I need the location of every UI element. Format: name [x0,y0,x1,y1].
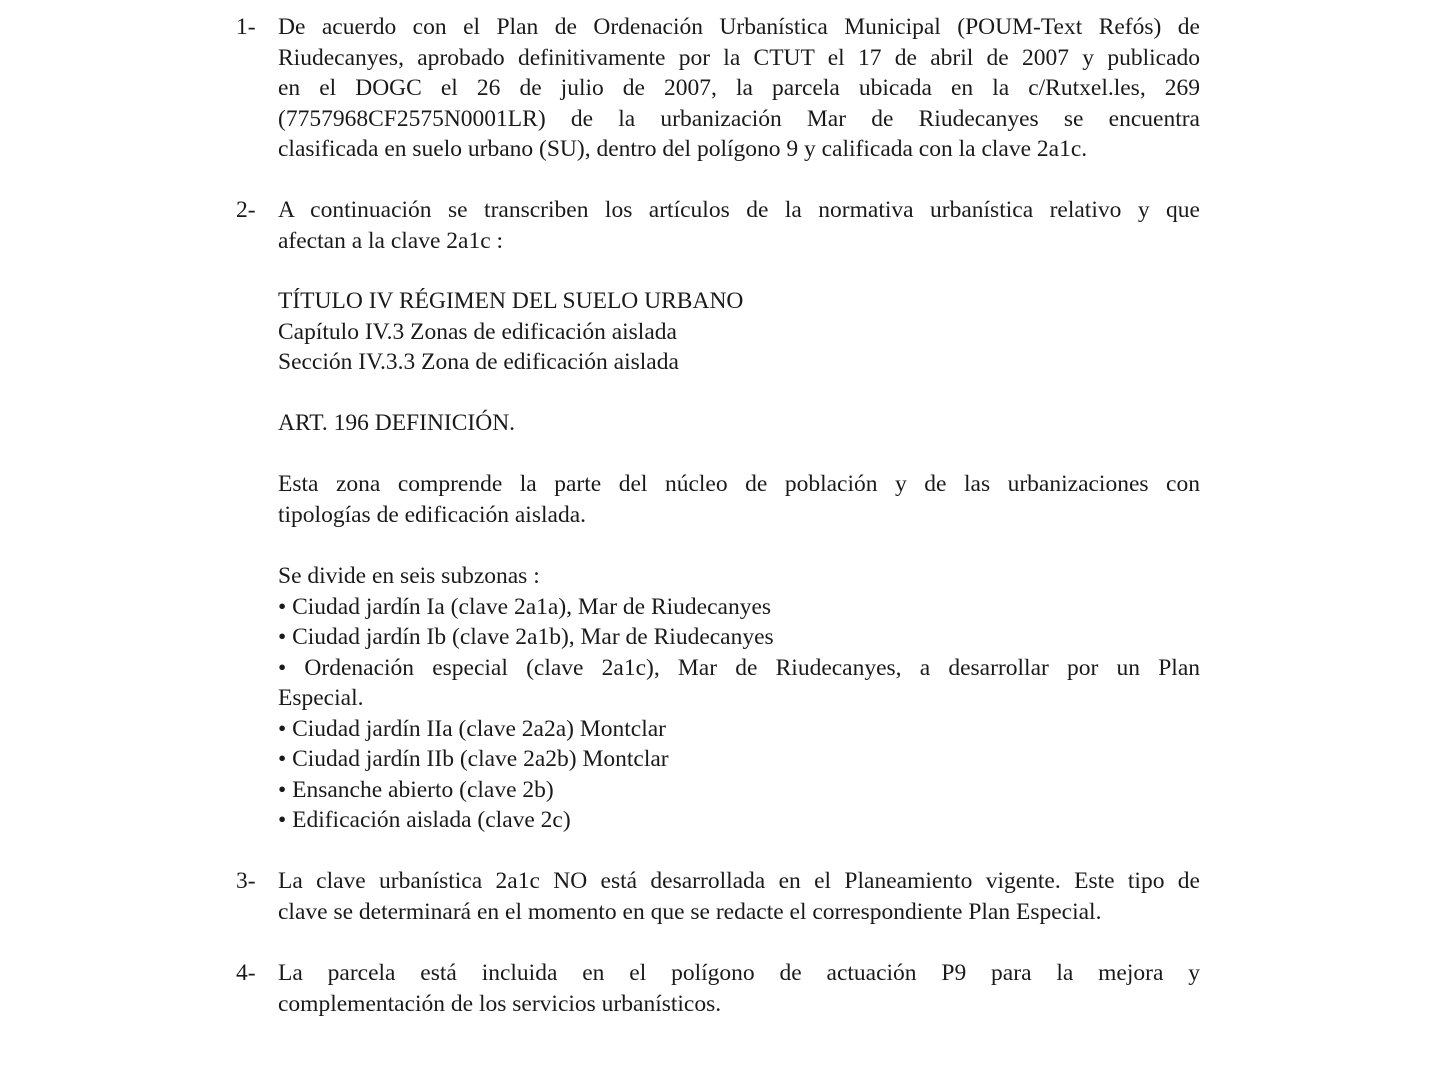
text-line: afectan a la clave 2a1c : [278,227,504,254]
text-line: tipologías de edificación aislada. [278,501,587,528]
text-line: Riudecanyes, aprobado definitivamente por la CTUT el 17 de abril de 2007 y publicado [278,44,1200,71]
article-title: ART. 196 DEFINICIÓN. [278,410,516,436]
list-item: • Ciudad jardín IIa (clave 2a2a) Montclar [278,715,666,742]
item-text [278,866,1200,927]
item-text [278,12,1200,165]
text-line: Esta zona comprende la parte del núcleo de población y de las urbanizaciones con [278,471,1200,497]
text-line: clave se determinará en el momento en que se redacte el correspondiente Plan Especial. [278,898,1102,925]
section-heading: Sección IV.3.3 Zona de edificación aislada [278,349,679,375]
text-line: en el DOGC el 26 de julio de 2007, la parcela ubicada en la c/Rutxel.les, 269 [278,75,1200,101]
item-number: 4- [236,960,256,986]
item-text [278,958,1200,1019]
item-number: 2- [236,197,256,223]
list-item: • Ciudad jardín Ia (clave 2a1a), Mar de Riudecanyes [278,593,772,620]
subzones-list [278,561,1200,836]
text-line: La clave urbanística 2a1c NO está desarrollada en el Planeamiento vigente. Este tipo de [278,868,1200,894]
text-line: La parcela está incluida en el polígono de actuación P9 para la mejora y [278,960,1200,986]
text-line: (7757968CF2575N0001LR) de la urbanización Mar de Riudecanyes se encuentra [278,105,1200,132]
item-number: 1- [236,14,256,40]
chapter-heading: Capítulo IV.3 Zonas de edificación aislada [278,318,677,345]
text-line: clasificada en suelo urbano (SU), dentro del polígono 9 y calificada con la clave 2a1c. [278,136,1088,162]
list-item: • Ciudad jardín IIb (clave 2a2b) Montclar [278,746,669,772]
item-text [278,195,1200,256]
list-item: • Ordenación especial (clave 2a1c), Mar de Riudecanyes, a desarrollar por un Plan [278,654,1200,681]
article-heading [278,408,1200,439]
list-item-continuation: Especial. [278,685,364,711]
title-heading: TÍTULO IV RÉGIMEN DEL SUELO URBANO [278,288,744,314]
subzones-intro: Se divide en seis subzonas : [278,563,540,589]
list-item: • Ensanche abierto (clave 2b) [278,776,554,803]
definition-paragraph [278,469,1200,530]
text-line: De acuerdo con el Plan de Ordenación Urbanística Municipal (POUM-Text Refós) de [278,14,1200,40]
text-line: complementación de los servicios urbanísticos. [278,990,722,1017]
item-number: 3- [236,868,256,894]
list-item: • Edificación aislada (clave 2c) [278,807,571,833]
text-line: A continuación se transcriben los artículos de la normativa urbanística relativo y que [278,197,1200,223]
section-headings [278,286,1200,378]
list-item: • Ciudad jardín Ib (clave 2a1b), Mar de Riudecanyes [278,624,774,650]
